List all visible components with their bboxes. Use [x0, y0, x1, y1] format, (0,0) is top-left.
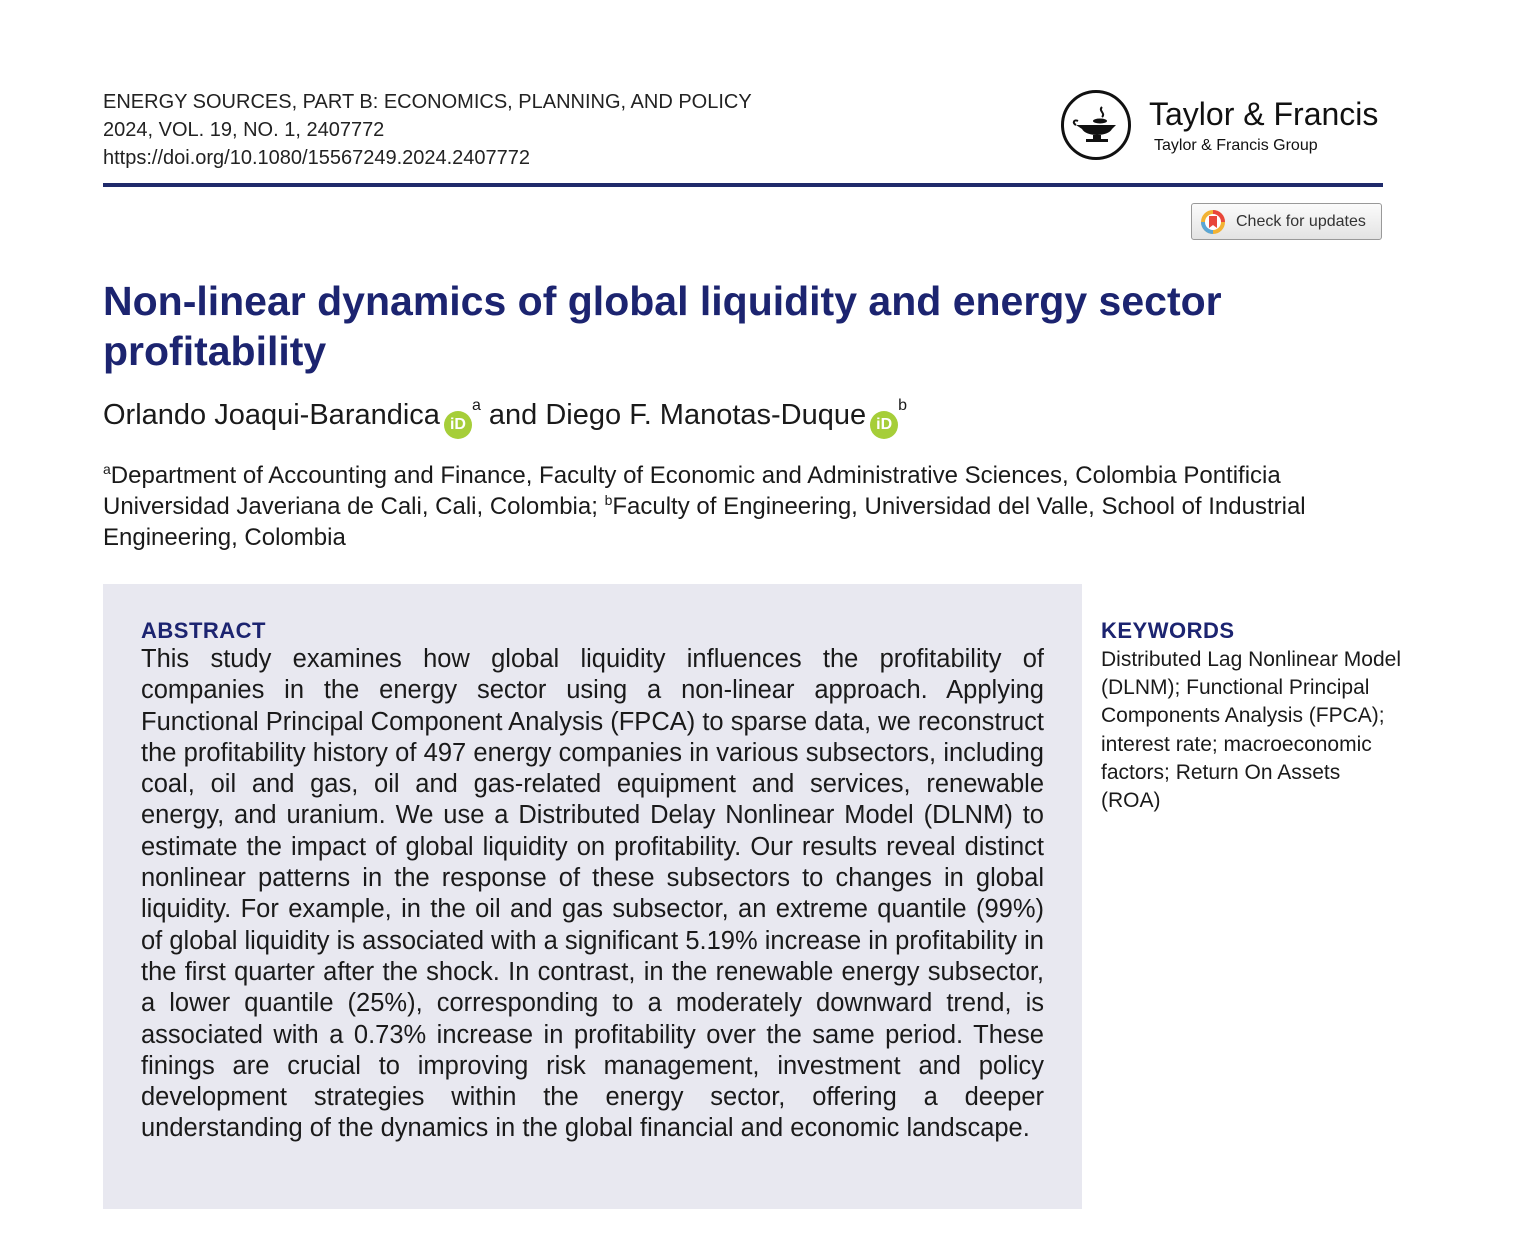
crossmark-icon [1200, 209, 1226, 235]
abstract-text: This study examines how global liquidity influences the profitability of companies in the energy sector using a non-linear approach. Applying Functional Principal Component Analysis (FPCA) to sparse data, we reconstruct the profitability history of 497 energy companies in various subsectors, including coal, oil and gas, oil and gas-related equipment and services, renewable energy, and uranium. We use a Distributed Delay Nonlinear Model (DLNM) to estimate the impact of global liquidity on profitability. Our results reveal distinct nonlinear patterns in the response of these subsectors to changes in global liquidity. For example, in the oil and gas subsector, an extreme quantile (99%) of global liquidity is associated with a significant 5.19% increase in profitability in the first quarter after the shock. In contrast, in the renewable energy subsector, a lower quantile (25%), corresponding to a moderately downward trend, is associated with a 0.73% increase in profitability over the same period. These finings are crucial to improving risk management, investment and policy development strategies within the energy sector, offering a deeper understanding of the dynamics in the global financial and economic landscape. [141, 645, 1044, 1143]
journal-name: ENERGY SOURCES, PART B: ECONOMICS, PLANNING, AND POLICY [103, 91, 752, 113]
publisher-name: Taylor & Francis [1149, 96, 1379, 132]
journal-doi-link[interactable]: https://doi.org/10.1080/15567249.2024.2407772 [103, 147, 531, 169]
keywords-heading: KEYWORDS [1101, 618, 1235, 643]
affiliation-mark: a [103, 461, 111, 477]
author-name[interactable]: Orlando Joaqui-Barandica [103, 399, 440, 431]
affiliation-mark: a [471, 397, 481, 414]
abstract-panel [103, 584, 1082, 1209]
orcid-icon[interactable]: iD [444, 411, 472, 439]
article-title: Non-linear dynamics of global liquidity and energy sector profitability [103, 278, 1222, 374]
lamp-icon [1061, 90, 1131, 160]
publisher-group: Taylor & Francis Group [1154, 137, 1318, 154]
journal-info [103, 88, 752, 172]
affiliation-mark: b [604, 492, 613, 508]
header-divider [103, 183, 1383, 187]
orcid-icon[interactable]: iD [870, 411, 898, 439]
abstract-heading: ABSTRACT [141, 618, 266, 643]
author-separator: and [488, 399, 538, 431]
affiliation-text: Faculty of Engineering, Universidad del Valle, School of Industrial Engineering, Colombia [103, 493, 1306, 551]
author-list [103, 396, 907, 439]
check-for-updates-button[interactable] [1191, 203, 1382, 240]
author-name[interactable]: Diego F. Manotas-Duque [545, 399, 867, 431]
keywords-text: Distributed Lag Nonlinear Model (DLNM); Functional Principal Components Analysis (FPCA); interest rate; macroeconomic factors; Return On Assets (ROA) [1101, 648, 1401, 813]
journal-issue: 2024, VOL. 19, NO. 1, 2407772 [103, 119, 385, 141]
affiliations [103, 460, 1363, 553]
check-for-updates-label: Check for updates [1236, 212, 1366, 230]
affiliation-text: Department of Accounting and Finance, Faculty of Economic and Administrative Sciences, Colombia Pontificia Universidad Javeriana de Cali, Cali, Colombia; [103, 462, 1281, 520]
publisher-logo[interactable] [1061, 90, 1381, 168]
affiliation-mark: b [898, 397, 908, 414]
